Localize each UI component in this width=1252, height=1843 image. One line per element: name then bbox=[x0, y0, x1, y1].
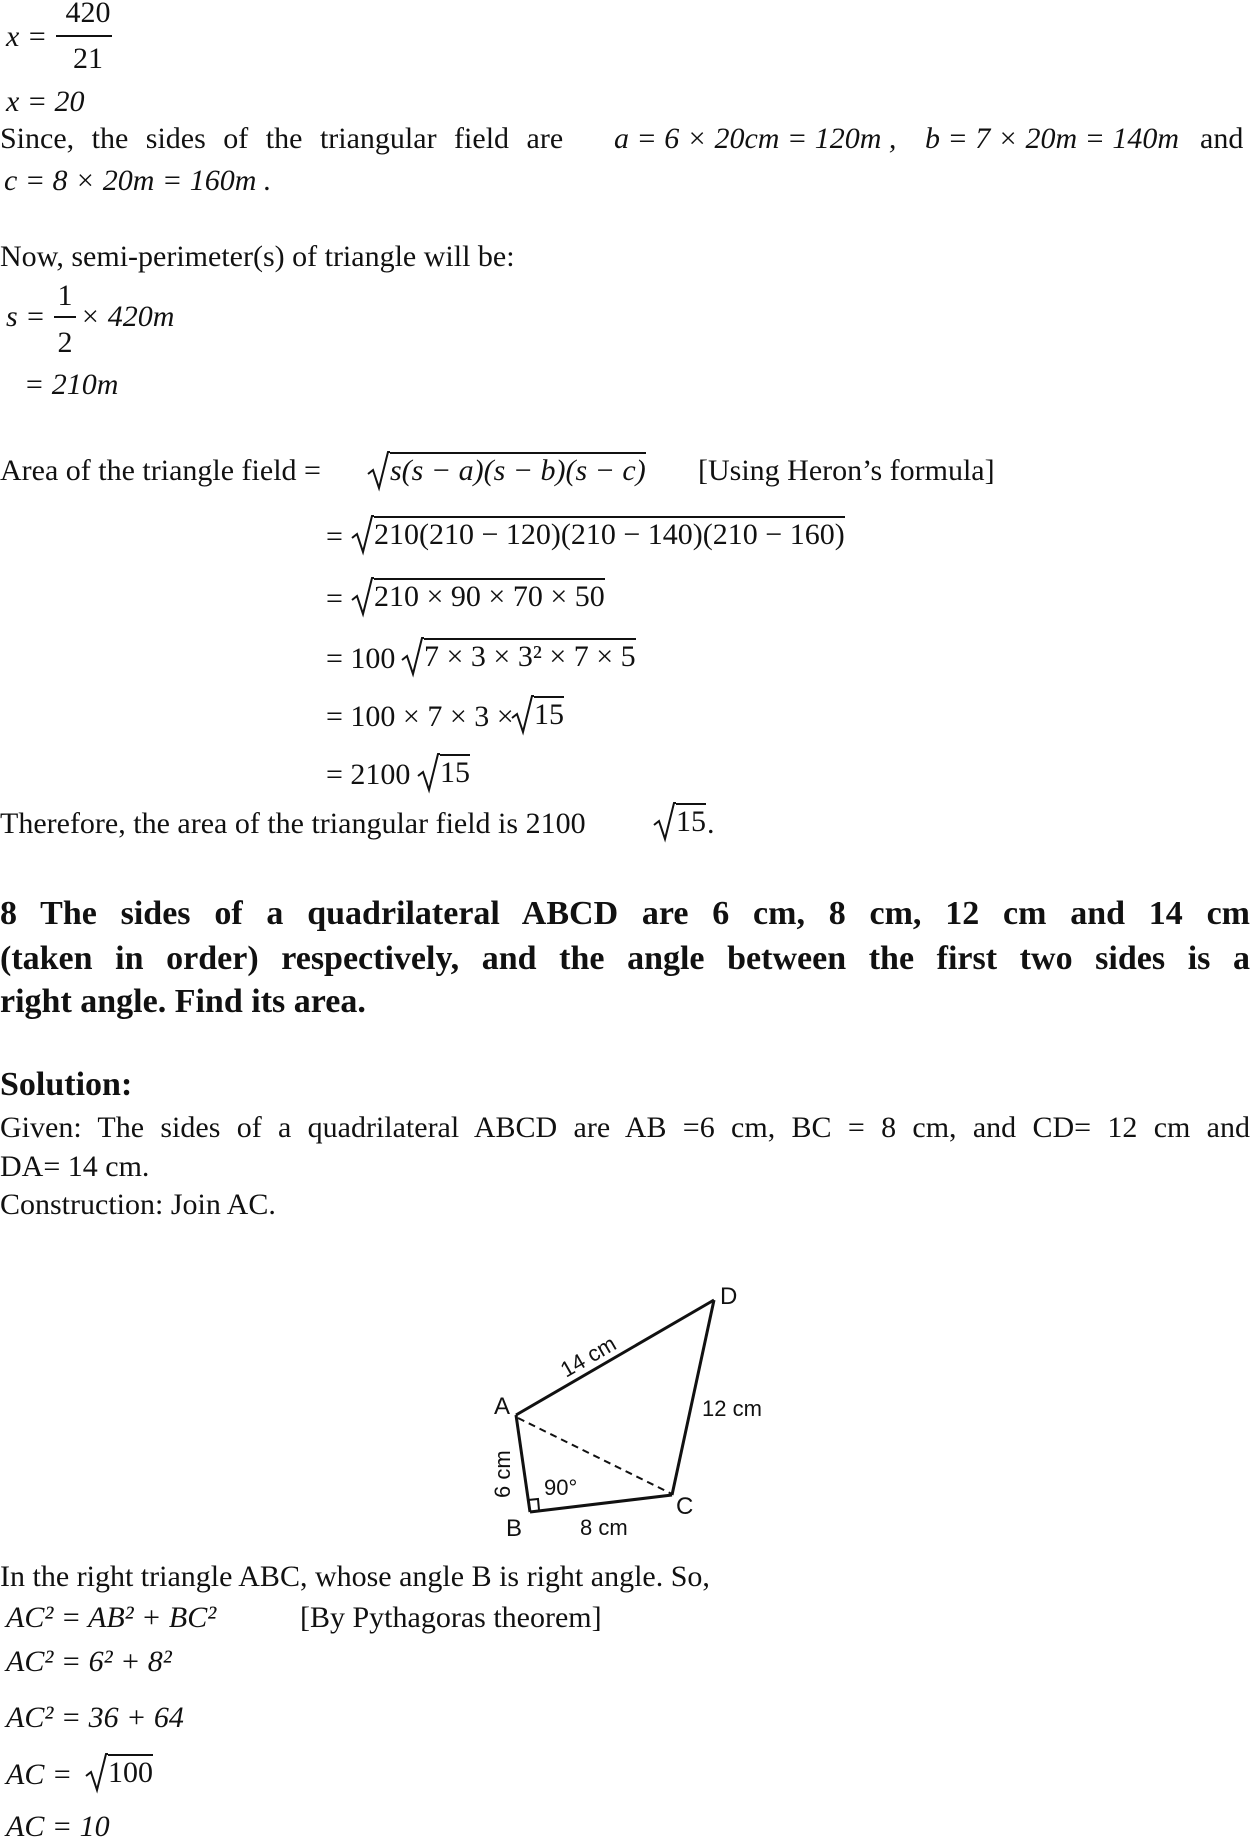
side-label-CD: 12 cm bbox=[702, 1396, 762, 1421]
x-fraction-numerator: 420 bbox=[65, 0, 111, 29]
side-c: c = 8 × 20m = 160m . bbox=[4, 164, 272, 197]
pythagoras-step-1: AC² = AB² + BC² bbox=[6, 1601, 217, 1634]
step5-coefficient: = 2100 bbox=[326, 758, 411, 791]
step2-expression bbox=[350, 578, 605, 612]
step4-radicand: 15 bbox=[534, 698, 564, 731]
sqrt-sign bbox=[400, 636, 424, 678]
conclusion-suffix: . bbox=[707, 807, 715, 840]
step4-prefix: = 100 × 7 × 3 × bbox=[326, 700, 514, 733]
side-label-BC: 8 cm bbox=[580, 1515, 628, 1540]
step5-expression bbox=[416, 754, 470, 788]
right-triangle-text: In the right triangle ABC, whose angle B is right angle. So, bbox=[0, 1560, 710, 1593]
sqrt-sign bbox=[652, 801, 676, 843]
s-value: = 210m bbox=[24, 368, 119, 401]
sqrt-sign bbox=[84, 1752, 108, 1794]
diagonal-AC bbox=[518, 1418, 672, 1494]
pythagoras-step-3: AC² = 36 + 64 bbox=[6, 1701, 184, 1734]
question-line-2: (taken in order) respectively, and the angle between the first two sides is a bbox=[0, 940, 1250, 977]
pythagoras-step-5: AC = 10 bbox=[6, 1810, 110, 1843]
vertex-label-A: A bbox=[494, 1393, 511, 1420]
x-value: x = 20 bbox=[6, 85, 85, 118]
x-fraction-prefix: x = bbox=[6, 20, 48, 53]
pythagoras-step-2: AC² = 6² + 8² bbox=[6, 1645, 172, 1678]
s-fraction-numerator: 1 bbox=[57, 279, 73, 312]
side-a: a = 6 × 20cm = 120m , bbox=[614, 122, 897, 155]
side-b: b = 7 × 20m = 140m bbox=[925, 122, 1180, 155]
conclusion-root bbox=[652, 803, 706, 837]
sides-text: Since, the sides of the triangular field are bbox=[0, 122, 564, 155]
step3-coefficient: = 100 bbox=[326, 642, 396, 675]
construction-text: Construction: Join AC. bbox=[0, 1188, 276, 1221]
s-prefix: s = bbox=[6, 300, 46, 333]
edge-AD bbox=[516, 1300, 714, 1415]
step1-radicand: 210(210 − 120)(210 − 140)(210 − 160) bbox=[374, 518, 845, 551]
sqrt-sign bbox=[350, 576, 374, 618]
step1-eq: = bbox=[326, 520, 343, 553]
semi-perimeter-text: Now, semi-perimeter(s) of triangle will be: bbox=[0, 240, 515, 273]
pythagoras-step-4-prefix: AC = bbox=[6, 1758, 73, 1791]
angle-label-B: 90° bbox=[544, 1475, 578, 1500]
step4-expression bbox=[510, 696, 564, 730]
step3-radicand: 7 × 3 × 3² × 7 × 5 bbox=[424, 640, 636, 673]
step2-eq: = bbox=[326, 582, 343, 615]
given-line-1: Given: The sides of a quadrilateral ABCD are AB =6 cm, BC = 8 cm, and CD= 12 cm and bbox=[0, 1111, 1250, 1144]
conclusion-radicand: 15 bbox=[676, 805, 706, 838]
step1-expression bbox=[350, 516, 845, 550]
s-fraction-bar bbox=[54, 316, 76, 318]
pythagoras-note: [By Pythagoras theorem] bbox=[300, 1601, 602, 1634]
vertex-label-D: D bbox=[720, 1283, 738, 1310]
x-fraction-denominator: 21 bbox=[73, 42, 103, 75]
x-fraction-bar bbox=[56, 35, 112, 37]
area-formula-radicand: s(s − a)(s − b)(s − c) bbox=[390, 454, 646, 487]
sqrt-sign bbox=[350, 514, 374, 556]
area-formula bbox=[366, 452, 646, 486]
sqrt-sign bbox=[416, 752, 440, 794]
side-label-AD: 14 cm bbox=[556, 1330, 621, 1383]
question-line-1: 8 The sides of a quadrilateral ABCD are 6 cm, 8 cm, 12 cm and 14 cm bbox=[0, 895, 1250, 932]
edge-BA bbox=[516, 1415, 530, 1512]
s-suffix: × 420m bbox=[80, 300, 175, 333]
step5-radicand: 15 bbox=[440, 756, 470, 789]
quadrilateral-figure bbox=[480, 1282, 800, 1542]
vertex-label-B: B bbox=[506, 1515, 523, 1542]
area-label: Area of the triangle field = bbox=[0, 454, 321, 487]
step3-expression bbox=[400, 638, 636, 672]
vertex-label-C: C bbox=[676, 1493, 694, 1520]
pythagoras-step-4-root bbox=[84, 1754, 153, 1788]
side-label-AB: 6 cm bbox=[490, 1450, 515, 1498]
question-line-3: right angle. Find its area. bbox=[0, 983, 366, 1020]
step2-radicand: 210 × 90 × 70 × 50 bbox=[374, 580, 605, 613]
conclusion-prefix: Therefore, the area of the triangular field is 2100 bbox=[0, 807, 586, 840]
sqrt-sign bbox=[366, 450, 390, 492]
area-note: [Using Heron’s formula] bbox=[698, 454, 995, 487]
s-fraction-denominator: 2 bbox=[57, 326, 73, 359]
sides-and: and bbox=[1200, 122, 1244, 155]
solution-heading: Solution: bbox=[0, 1066, 133, 1103]
given-line-2: DA= 14 cm. bbox=[0, 1150, 150, 1183]
pythagoras-step-4-radicand: 100 bbox=[108, 1756, 153, 1789]
sqrt-sign bbox=[510, 694, 534, 736]
